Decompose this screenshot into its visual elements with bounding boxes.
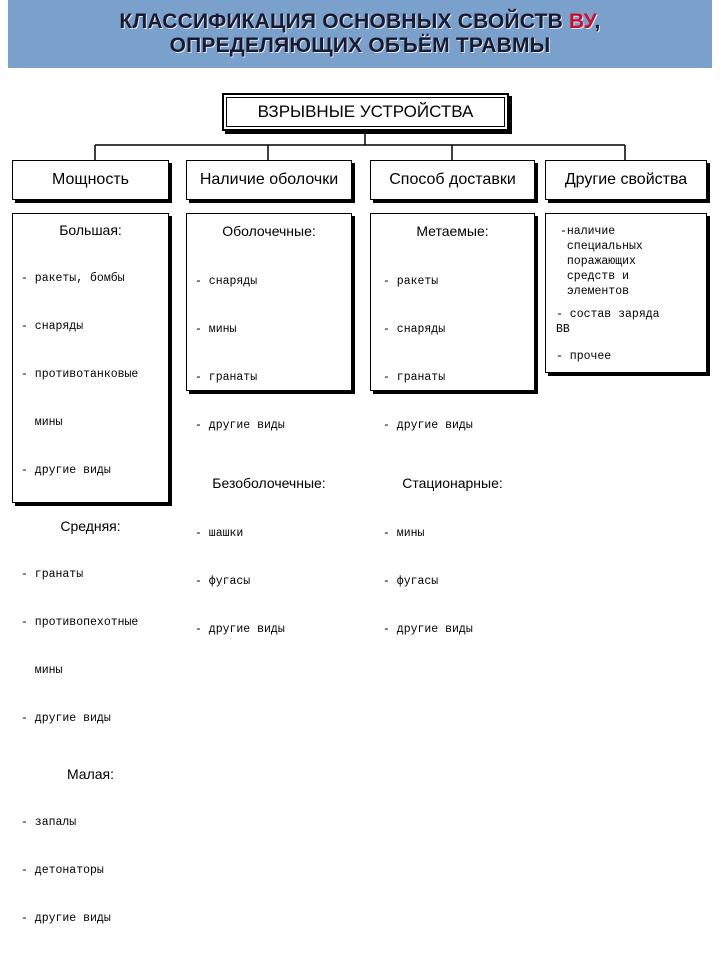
power-column (12, 213, 169, 925)
list-item: - другие виды (195, 623, 285, 636)
list-item: - детонаторы (21, 864, 104, 877)
list-item: - мины (195, 323, 237, 336)
list-item: - другие виды (21, 464, 111, 477)
list-item: - другие виды (383, 419, 473, 432)
other-block-2: - состав заряда ВВ (556, 308, 660, 336)
shell-shellless-list (187, 494, 351, 670)
other-column (545, 213, 707, 373)
title-highlight: ВУ (569, 10, 595, 33)
list-item: - фугасы (383, 575, 439, 588)
root-box (222, 93, 509, 131)
list-item: - снаряды (21, 320, 84, 333)
title-line-2: ОПРЕДЕЛЯЮЩИХ ОБЪЁМ ТРАВМЫ (169, 34, 551, 57)
delivery-column (370, 213, 535, 636)
list-item: - гранаты (195, 371, 258, 384)
power-large-heading: Большая: (59, 222, 122, 238)
category-shell: Наличие оболочки (186, 160, 352, 200)
category-power: Мощность (12, 160, 169, 200)
delivery-thrown-heading: Метаемые: (416, 223, 489, 239)
list-item: - ракеты (383, 275, 439, 288)
delivery-thrown-list (371, 242, 534, 466)
list-item: мины (21, 416, 63, 429)
power-small-list (13, 783, 168, 959)
power-large-list (13, 239, 168, 511)
list-item: - другие виды (21, 712, 111, 725)
shell-shelled-heading: Оболочечные: (222, 223, 316, 239)
list-item: - снаряды (383, 323, 446, 336)
category-delivery: Способ доставки (370, 160, 535, 200)
other-block-3: - прочее (556, 350, 612, 363)
category-other: Другие свойства (545, 160, 707, 200)
list-item: - ракеты, бомбы (21, 272, 125, 285)
list-item: мины (21, 664, 63, 677)
power-medium-list (13, 535, 168, 759)
other-block-1: -наличие специальных поражающих средств и элементов (560, 225, 643, 298)
shell-shellless-heading: Безоболочечные: (212, 475, 326, 491)
root-label: ВЗРЫВНЫЕ УСТРОЙСТВА (226, 97, 505, 127)
power-medium-heading: Средняя: (60, 518, 121, 534)
list-item: - другие виды (21, 912, 111, 925)
list-item: - противопехотные (21, 616, 139, 629)
power-small-heading: Малая: (66, 766, 115, 782)
list-item: - другие виды (383, 623, 473, 636)
list-item: - другие виды (195, 419, 285, 432)
shell-shelled-list (187, 242, 351, 466)
list-item: - шашки (195, 527, 244, 540)
shell-column (186, 213, 352, 636)
list-item: - запалы (21, 816, 77, 829)
delivery-stationary-heading: Стационарные: (402, 475, 503, 491)
list-item: - фугасы (195, 575, 251, 588)
list-item: - снаряды (195, 275, 258, 288)
list-item: - мины (383, 527, 425, 540)
list-item: - противотанковые (21, 368, 139, 381)
list-item: - гранаты (383, 371, 446, 384)
title-line-1: КЛАССИФИКАЦИЯ ОСНОВНЫХ СВОЙСТВ ВУ, (119, 10, 601, 33)
list-item: - гранаты (21, 568, 84, 581)
delivery-stationary-list (371, 494, 534, 670)
